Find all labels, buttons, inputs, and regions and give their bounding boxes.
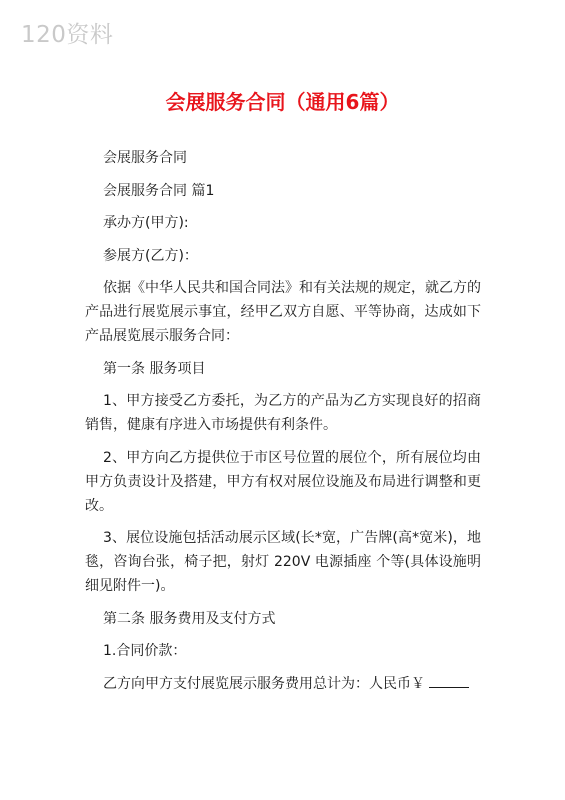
paragraph-section-heading: 会展服务合同 篇1 [103,182,215,199]
total-fee-text: 乙方向甲方支付展览展示服务费用总计为：人民币￥ [103,675,425,692]
amount-blank-line [429,673,469,688]
paragraph-article-2-heading: 第二条 服务费用及支付方式 [103,610,276,627]
paragraph-party-b: 参展方(乙方)： [103,247,198,264]
document-title: 会展服务合同（通用6篇） [165,90,400,114]
document-body [85,146,481,704]
watermark: 120资料 [21,22,114,48]
paragraph-clause-2: 2、甲方向乙方提供位于市区号位置的展位个，所有展位均由甲方负责设计及搭建，甲方有权对展位设施及布局进行调整和更改。 [85,449,481,514]
paragraph-article-1-heading: 第一条 服务项目 [103,360,206,377]
paragraph-contract-heading: 会展服务合同 [103,150,187,166]
paragraph-clause-1: 1、甲方接受乙方委托，为乙方的产品为乙方实现良好的招商销售，健康有序进入市场提供有利条件。 [85,393,481,433]
paragraph-total-fee [85,672,481,696]
paragraph-clause-3: 3、展位设施包括活动展示区域(长*宽，广告牌(高*宽米)，地毯，咨询台张，椅子把，射灯 220V 电源插座 个等(具体设施明细见附件一)。 [85,530,481,594]
paragraph-party-a: 承办方(甲方): [103,215,189,231]
paragraph-preamble: 依据《中华人民共和国合同法》和有关法规的规定，就乙方的产品进行展览展示事宜，经甲乙双方自愿、平等协商，达成如下产品展览展示服务合同： [85,280,481,344]
paragraph-contract-price: 1.合同价款： [103,643,187,659]
